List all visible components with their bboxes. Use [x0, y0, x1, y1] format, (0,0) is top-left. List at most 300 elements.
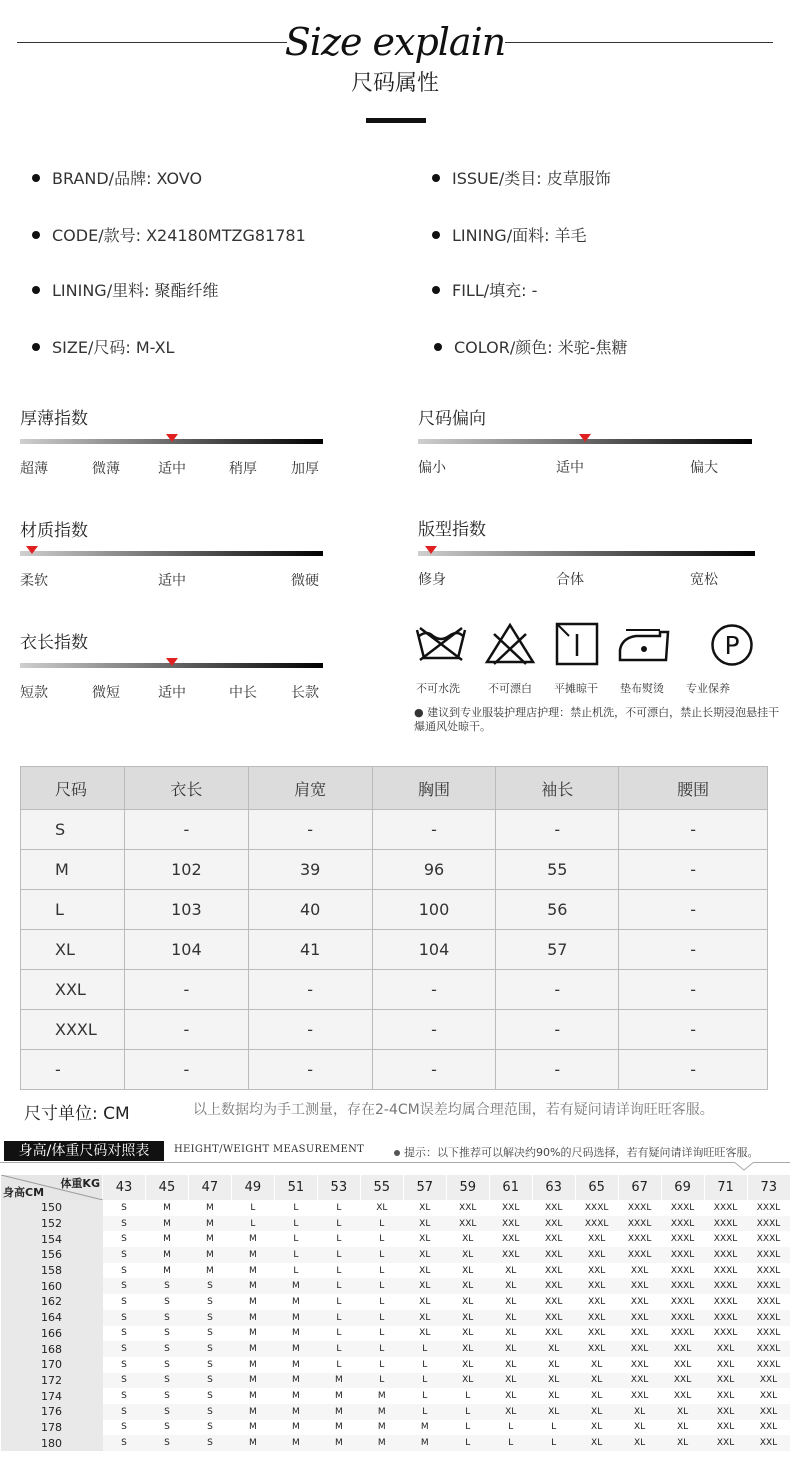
- weight-axis-label: 体重KG: [60, 1177, 100, 1190]
- thickness-scale-marker: [166, 434, 178, 442]
- recommended-size-cell: M: [206, 1202, 214, 1213]
- recommended-size-cell: S: [188, 1310, 231, 1326]
- measure-cell: 102: [124, 850, 248, 890]
- recommended-size-cell: XL: [446, 1310, 489, 1326]
- height-cell: 166: [1, 1326, 103, 1342]
- height-cell: 150: [1, 1200, 103, 1216]
- scale-tick: 稍厚: [229, 461, 257, 477]
- weight-cell: 55: [360, 1175, 403, 1200]
- recommended-size-cell: M: [249, 1422, 257, 1433]
- hw-corner-cell: [1, 1175, 103, 1200]
- recommended-size-cell: S: [121, 1359, 127, 1370]
- recommended-size-cell: L: [360, 1247, 403, 1263]
- care-note: [414, 706, 784, 734]
- recommended-size-cell: XL: [403, 1310, 446, 1326]
- attr-fill-text: FILL/填充: -: [452, 281, 538, 300]
- recommended-size-cell: M: [249, 1265, 257, 1276]
- care-note-text: 建议到专业服装护理店护理：禁止机洗，不可漂白，禁止长期浸泡悬挂干爆通风处晾干。: [414, 706, 780, 733]
- recommended-size-cell: XL: [505, 1296, 517, 1307]
- recommended-size-cell: XXL: [747, 1404, 790, 1420]
- recommended-size-cell: S: [103, 1216, 146, 1232]
- measure-cell: -: [372, 1050, 496, 1090]
- recommended-size-cell: XXL: [575, 1341, 618, 1357]
- recommended-size-cell: S: [145, 1435, 188, 1451]
- recommended-size-cell: M: [274, 1341, 317, 1357]
- recommended-size-cell: XXL: [704, 1404, 747, 1420]
- scale-tick: 微薄: [92, 461, 120, 477]
- hw-row: [1, 1435, 790, 1451]
- recommended-size-cell: XXL: [587, 1234, 606, 1245]
- hw-row: [1, 1231, 790, 1247]
- recommended-size-cell: XL: [462, 1359, 474, 1370]
- recommended-size-cell: L: [317, 1247, 360, 1263]
- recommended-size-cell: M: [231, 1435, 274, 1451]
- size-cell: S: [21, 810, 125, 850]
- bullet-icon: [432, 286, 440, 294]
- height-cell: 158: [1, 1263, 103, 1279]
- recommended-size-cell: XXL: [704, 1373, 747, 1389]
- recommended-size-cell: XXXL: [756, 1202, 781, 1213]
- measure-cell: -: [619, 810, 768, 850]
- recommended-size-cell: L: [379, 1265, 385, 1276]
- care-label: 不可水洗: [416, 682, 460, 695]
- size-table-row: [21, 850, 768, 890]
- recommended-size-cell: L: [360, 1341, 403, 1357]
- recommended-size-cell: S: [145, 1373, 188, 1389]
- measure-cell: -: [496, 1010, 619, 1050]
- measure-cell: -: [124, 1050, 248, 1090]
- hw-chart-english-title: HEIGHT/WEIGHT MEASUREMENT: [174, 1144, 365, 1155]
- recommended-size-cell: M: [274, 1435, 317, 1451]
- weight-cell: 59: [446, 1175, 489, 1200]
- recommended-size-cell: M: [403, 1435, 446, 1451]
- recommended-size-cell: S: [164, 1328, 170, 1339]
- recommended-size-cell: M: [231, 1278, 274, 1294]
- recommended-size-cell: XXL: [747, 1435, 790, 1451]
- care-label: 垫布熨烫: [620, 682, 664, 695]
- attr-size: [32, 335, 174, 358]
- cut-scale-marker: [425, 546, 437, 554]
- attr-issue: [432, 166, 611, 189]
- hw-chart-tip: [394, 1144, 758, 1160]
- recommended-size-cell: L: [336, 1234, 342, 1245]
- recommended-size-cell: XL: [532, 1373, 575, 1389]
- measure-cell: -: [619, 1010, 768, 1050]
- recommended-size-cell: M: [231, 1373, 274, 1389]
- recommended-size-cell: M: [291, 1328, 300, 1339]
- unit-label: 尺寸单位: CM: [24, 1104, 130, 1124]
- height-cell: 154: [1, 1231, 103, 1247]
- header-cell: 尺码: [21, 767, 125, 810]
- measure-cell: 57: [496, 930, 619, 970]
- recommended-size-cell: XL: [618, 1435, 661, 1451]
- bullet-icon: [432, 174, 440, 182]
- length-scale-marker: [166, 658, 178, 666]
- recommended-size-cell: XL: [419, 1202, 431, 1213]
- height-cell: 162: [1, 1294, 103, 1310]
- material-scale-marker: [26, 546, 38, 554]
- size-table-row: [21, 970, 768, 1010]
- size-table-row: [21, 1010, 768, 1050]
- measure-cell: 103: [124, 890, 248, 930]
- recommended-size-cell: XXXL: [704, 1310, 747, 1326]
- recommended-size-cell: XL: [505, 1328, 517, 1339]
- hw-row: [1, 1247, 790, 1263]
- hw-row: [1, 1200, 790, 1216]
- recommended-size-cell: XXXL: [704, 1247, 747, 1263]
- size-cell: L: [21, 890, 125, 930]
- recommended-size-cell: XL: [462, 1296, 474, 1307]
- recommended-size-cell: M: [291, 1422, 300, 1433]
- recommended-size-cell: S: [188, 1278, 231, 1294]
- care-label: 专业保养: [686, 682, 730, 695]
- recommended-size-cell: L: [489, 1435, 532, 1451]
- recommended-size-cell: L: [532, 1435, 575, 1451]
- size-table-row: [21, 810, 768, 850]
- recommended-size-cell: XXL: [618, 1310, 661, 1326]
- recommended-size-cell: M: [145, 1216, 188, 1232]
- recommended-size-cell: XL: [403, 1278, 446, 1294]
- recommended-size-cell: L: [403, 1373, 446, 1389]
- recommended-size-cell: XXXL: [661, 1310, 704, 1326]
- measure-cell: -: [372, 810, 496, 850]
- recommended-size-cell: XL: [661, 1404, 704, 1420]
- scale-tick: 长款: [291, 685, 319, 701]
- hw-tip-text: 提示：以下推荐可以解决约90%的尺码选择，若有疑问请详询旺旺客服。: [404, 1146, 759, 1159]
- recommended-size-cell: S: [103, 1341, 146, 1357]
- recommended-size-cell: XXXL: [661, 1247, 704, 1263]
- recommended-size-cell: XXXL: [627, 1234, 652, 1245]
- scale-tick: 合体: [556, 572, 584, 588]
- recommended-size-cell: L: [274, 1216, 317, 1232]
- recommended-size-cell: XXL: [532, 1247, 575, 1263]
- recommended-size-cell: XXXL: [747, 1216, 790, 1232]
- measure-cell: -: [248, 970, 372, 1010]
- recommended-size-cell: M: [317, 1373, 360, 1389]
- measure-cell: -: [619, 850, 768, 890]
- recommended-size-cell: XXL: [704, 1341, 747, 1357]
- weight-cell: 43: [103, 1175, 146, 1200]
- recommended-size-cell: L: [379, 1328, 385, 1339]
- recommended-size-cell: XXXL: [756, 1265, 781, 1276]
- weight-cell: 63: [532, 1175, 575, 1200]
- recommended-size-cell: M: [360, 1435, 403, 1451]
- measure-cell: -: [248, 810, 372, 850]
- recommended-size-cell: L: [250, 1202, 256, 1213]
- recommended-size-cell: XXL: [673, 1391, 692, 1402]
- recommended-size-cell: M: [249, 1359, 257, 1370]
- professional-clean-icon: [710, 623, 754, 667]
- fit-bias-scale-title: 尺码偏向: [418, 409, 486, 429]
- recommended-size-cell: L: [379, 1296, 385, 1307]
- recommended-size-cell: L: [317, 1310, 360, 1326]
- recommended-size-cell: S: [145, 1310, 188, 1326]
- length-scale-title: 衣长指数: [20, 633, 88, 653]
- fit-bias-scale-marker: [579, 434, 591, 442]
- recommended-size-cell: XL: [505, 1359, 517, 1370]
- recommended-size-cell: XXL: [544, 1202, 563, 1213]
- material-scale-title: 材质指数: [20, 521, 88, 541]
- recommended-size-cell: M: [163, 1234, 171, 1245]
- hw-row: [1, 1278, 790, 1294]
- recommended-size-cell: XL: [403, 1216, 446, 1232]
- attr-code: [32, 223, 306, 246]
- recommended-size-cell: S: [121, 1422, 127, 1433]
- height-axis-label: 身高CM: [3, 1186, 45, 1199]
- recommended-size-cell: XXL: [630, 1296, 649, 1307]
- recommended-size-cell: XXL: [544, 1265, 563, 1276]
- recommended-size-cell: S: [145, 1278, 188, 1294]
- recommended-size-cell: XXXL: [756, 1296, 781, 1307]
- recommended-size-cell: L: [317, 1216, 360, 1232]
- recommended-size-cell: XL: [419, 1296, 431, 1307]
- recommended-size-cell: S: [164, 1391, 170, 1402]
- recommended-size-cell: XXL: [587, 1296, 606, 1307]
- recommended-size-cell: L: [360, 1310, 403, 1326]
- hw-header-row: [1, 1175, 790, 1200]
- attr-issue-text: ISSUE/类目: 皮草服饰: [452, 169, 611, 188]
- recommended-size-cell: XXXL: [670, 1296, 695, 1307]
- recommended-size-cell: L: [336, 1296, 342, 1307]
- bullet-icon: [32, 286, 40, 294]
- hw-row: [1, 1216, 790, 1232]
- hw-row: [1, 1420, 790, 1436]
- recommended-size-cell: M: [231, 1247, 274, 1263]
- recommended-size-cell: S: [188, 1404, 231, 1420]
- attr-lining-inner: [32, 278, 219, 301]
- recommended-size-cell: XXXL: [584, 1202, 609, 1213]
- recommended-size-cell: L: [293, 1202, 299, 1213]
- size-table-row: [21, 1050, 768, 1090]
- recommended-size-cell: XXL: [661, 1341, 704, 1357]
- recommended-size-cell: L: [336, 1202, 342, 1213]
- bullet-icon: [434, 343, 442, 351]
- size-table-header: [21, 767, 768, 810]
- attr-lining-surface: [432, 223, 587, 246]
- recommended-size-cell: L: [446, 1404, 489, 1420]
- recommended-size-cell: XXXL: [713, 1234, 738, 1245]
- scale-tick: 微短: [92, 685, 120, 701]
- weight-cell: 67: [618, 1175, 661, 1200]
- thickness-scale-title: 厚薄指数: [20, 409, 88, 429]
- size-cell: XXXL: [21, 1010, 125, 1050]
- recommended-size-cell: S: [188, 1341, 231, 1357]
- attr-size-text: SIZE/尺码: M-XL: [52, 338, 175, 357]
- height-cell: 156: [1, 1247, 103, 1263]
- recommended-size-cell: M: [334, 1422, 343, 1433]
- recommended-size-cell: M: [291, 1359, 300, 1370]
- recommended-size-cell: XL: [548, 1359, 560, 1370]
- size-table: [20, 766, 768, 1090]
- recommended-size-cell: XXL: [489, 1247, 532, 1263]
- recommended-size-cell: M: [249, 1328, 257, 1339]
- recommended-size-cell: S: [121, 1234, 127, 1245]
- scale-tick: 适中: [158, 461, 186, 477]
- recommended-size-cell: M: [274, 1404, 317, 1420]
- recommended-size-cell: M: [377, 1391, 386, 1402]
- recommended-size-cell: M: [188, 1247, 231, 1263]
- recommended-size-cell: XL: [489, 1278, 532, 1294]
- measure-cell: -: [124, 810, 248, 850]
- recommended-size-cell: S: [207, 1422, 213, 1433]
- recommended-size-cell: XL: [676, 1422, 689, 1433]
- recommended-size-cell: XL: [446, 1278, 489, 1294]
- recommended-size-cell: XXXL: [713, 1265, 738, 1276]
- recommended-size-cell: XXL: [630, 1265, 649, 1276]
- recommended-size-cell: XXL: [618, 1278, 661, 1294]
- recommended-size-cell: M: [145, 1247, 188, 1263]
- recommended-size-cell: XXXL: [713, 1202, 738, 1213]
- recommended-size-cell: S: [207, 1296, 213, 1307]
- recommended-size-cell: XL: [618, 1404, 661, 1420]
- weight-cell: 71: [704, 1175, 747, 1200]
- recommended-size-cell: XXL: [618, 1373, 661, 1389]
- bullet-icon: [32, 231, 40, 239]
- recommended-size-cell: XL: [489, 1404, 532, 1420]
- flat-dry-icon: [555, 622, 599, 666]
- recommended-size-cell: XL: [446, 1341, 489, 1357]
- scale-tick: 微硬: [291, 573, 319, 589]
- recommended-size-cell: XXXL: [704, 1278, 747, 1294]
- measure-cell: -: [496, 1050, 619, 1090]
- recommended-size-cell: XXXL: [747, 1310, 790, 1326]
- recommended-size-cell: XL: [462, 1265, 474, 1276]
- recommended-size-cell: XL: [591, 1422, 603, 1433]
- recommended-size-cell: XL: [532, 1341, 575, 1357]
- recommended-size-cell: S: [164, 1359, 170, 1370]
- recommended-size-cell: M: [206, 1265, 214, 1276]
- recommended-size-cell: XXL: [532, 1216, 575, 1232]
- weight-cell: 61: [489, 1175, 532, 1200]
- recommended-size-cell: XL: [403, 1247, 446, 1263]
- cut-scale-bar: [418, 551, 755, 556]
- recommended-size-cell: S: [103, 1278, 146, 1294]
- recommended-size-cell: XXXL: [713, 1328, 738, 1339]
- recommended-size-cell: M: [317, 1404, 360, 1420]
- page-title: Size explain: [284, 20, 506, 64]
- recommended-size-cell: L: [274, 1247, 317, 1263]
- recommended-size-cell: XL: [489, 1341, 532, 1357]
- recommended-size-cell: M: [420, 1422, 429, 1433]
- recommended-size-cell: S: [121, 1296, 127, 1307]
- recommended-size-cell: XXL: [544, 1328, 563, 1339]
- size-cell: XL: [21, 930, 125, 970]
- scale-tick: 偏小: [418, 460, 446, 476]
- recommended-size-cell: XXXL: [670, 1265, 695, 1276]
- recommended-size-cell: XL: [548, 1391, 560, 1402]
- scale-tick: 偏大: [690, 460, 718, 476]
- measure-cell: 100: [372, 890, 496, 930]
- recommended-size-cell: XXXL: [661, 1278, 704, 1294]
- hw-row: [1, 1341, 790, 1357]
- recommended-size-cell: L: [360, 1373, 403, 1389]
- height-cell: 170: [1, 1357, 103, 1373]
- bullet-icon: [394, 1150, 400, 1156]
- recommended-size-cell: XL: [419, 1328, 431, 1339]
- header-cell: 衣长: [124, 767, 248, 810]
- recommended-size-cell: XL: [661, 1435, 704, 1451]
- recommended-size-cell: XXXL: [618, 1247, 661, 1263]
- measure-cell: -: [124, 970, 248, 1010]
- recommended-size-cell: XXXL: [747, 1278, 790, 1294]
- recommended-size-cell: XL: [591, 1391, 603, 1402]
- hw-row: [1, 1326, 790, 1342]
- header-cell: 袖长: [496, 767, 619, 810]
- recommended-size-cell: M: [231, 1404, 274, 1420]
- recommended-size-cell: M: [291, 1391, 300, 1402]
- recommended-size-cell: XXL: [489, 1216, 532, 1232]
- measure-cell: 40: [248, 890, 372, 930]
- recommended-size-cell: XXL: [502, 1234, 520, 1245]
- height-cell: 168: [1, 1341, 103, 1357]
- hw-chart-title: 身高/体重尺码对照表: [4, 1141, 164, 1161]
- recommended-size-cell: L: [403, 1341, 446, 1357]
- recommended-size-cell: S: [207, 1359, 213, 1370]
- recommended-size-cell: XXL: [630, 1359, 649, 1370]
- scale-tick: 中长: [229, 685, 257, 701]
- recommended-size-cell: L: [231, 1216, 274, 1232]
- header-cell: 肩宽: [248, 767, 372, 810]
- recommended-size-cell: XXXL: [670, 1328, 695, 1339]
- hw-row: [1, 1373, 790, 1389]
- recommended-size-cell: XL: [575, 1435, 618, 1451]
- iron-with-cloth-icon: [616, 624, 672, 664]
- measure-cell: -: [496, 810, 619, 850]
- recommended-size-cell: L: [379, 1234, 385, 1245]
- recommended-size-cell: XXL: [716, 1359, 735, 1370]
- svg-text:P: P: [724, 631, 740, 660]
- recommended-size-cell: S: [121, 1265, 127, 1276]
- recommended-size-cell: XXL: [575, 1278, 618, 1294]
- recommended-size-cell: L: [403, 1404, 446, 1420]
- recommended-size-cell: XL: [462, 1328, 474, 1339]
- measure-cell: -: [619, 1050, 768, 1090]
- hw-row: [1, 1294, 790, 1310]
- no-bleach-icon: [484, 622, 536, 666]
- recommended-size-cell: M: [163, 1265, 171, 1276]
- recommended-size-cell: XXL: [459, 1202, 477, 1213]
- recommended-size-cell: S: [103, 1435, 146, 1451]
- recommended-size-cell: XL: [575, 1404, 618, 1420]
- recommended-size-cell: L: [360, 1278, 403, 1294]
- attr-brand-text: BRAND/品牌: XOVO: [52, 169, 203, 188]
- recommended-size-cell: M: [206, 1234, 214, 1245]
- recommended-size-cell: M: [249, 1234, 257, 1245]
- recommended-size-cell: XXL: [747, 1373, 790, 1389]
- measure-cell: -: [248, 1010, 372, 1050]
- weight-cell: 65: [575, 1175, 618, 1200]
- measure-cell: -: [496, 970, 619, 1010]
- measure-cell: 56: [496, 890, 619, 930]
- weight-cell: 49: [231, 1175, 274, 1200]
- cut-scale-title: 版型指数: [418, 520, 486, 540]
- height-cell: 172: [1, 1373, 103, 1389]
- attr-color-text: COLOR/颜色: 米驼-焦糖: [454, 338, 628, 357]
- weight-cell: 57: [403, 1175, 446, 1200]
- height-cell: 176: [1, 1404, 103, 1420]
- page-subtitle: 尺码属性: [350, 71, 439, 96]
- recommended-size-cell: XXXL: [670, 1234, 695, 1245]
- recommended-size-cell: M: [231, 1341, 274, 1357]
- height-cell: 180: [1, 1435, 103, 1451]
- weight-cell: 53: [317, 1175, 360, 1200]
- recommended-size-cell: XXL: [587, 1328, 606, 1339]
- recommended-size-cell: XXL: [673, 1359, 692, 1370]
- recommended-size-cell: XXXL: [756, 1234, 781, 1245]
- recommended-size-cell: XL: [419, 1265, 431, 1276]
- recommended-size-cell: L: [360, 1216, 403, 1232]
- recommended-size-cell: L: [379, 1359, 385, 1370]
